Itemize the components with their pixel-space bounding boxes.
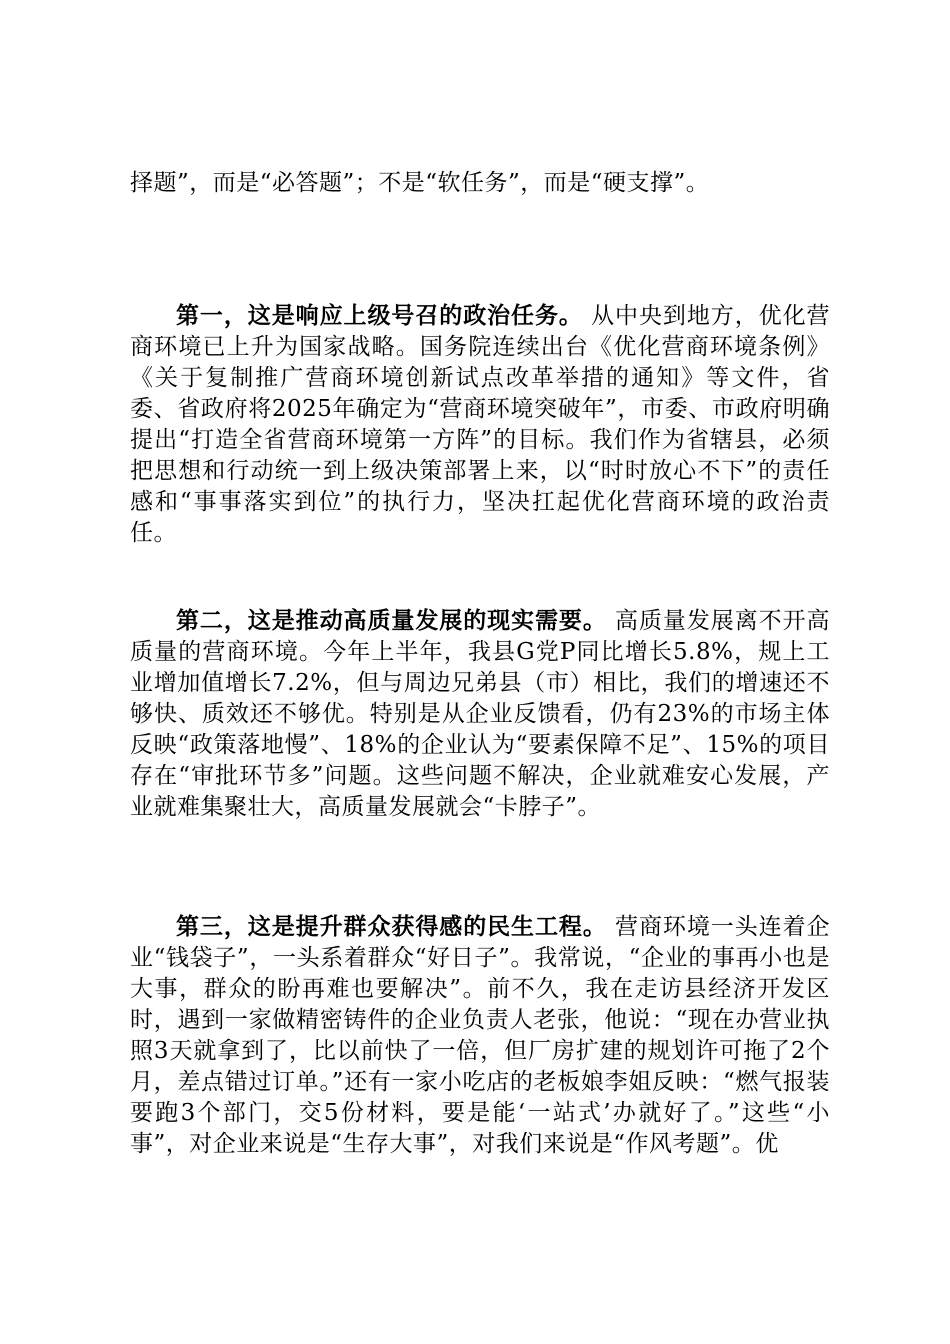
paragraph-1 [130,300,830,549]
paragraph-1-lead: 第一，这是响应上级号召的政治任务。 [176,302,583,329]
paragraph-3-body: 营商环境一头连着企业“钱袋子”，一头系着群众“好日子”。我常说，“企业的事再小也是大事，群众的盼再难也要解决”。前不久，我在走访县经济开发区时，遇到一家做精密铸件的企业负责人老张，他说：“现在办营业执照3天就拿到了，比以前快了一倍，但厂房扩建的规划许可拖了2个月，差点错过订单。”还有一家小吃店的老板娘李姐反映：“燃气报装要跑3个部门，交5份材料，要是能‘一站式’办就好了。”这些“小事”，对企业来说是“生存大事”，对我们来说是“作风考题”。优 [130,914,831,1157]
paragraph-2-lead: 第二，这是推动高质量发展的现实需要。 [176,607,607,634]
paragraph-2 [130,605,830,823]
paragraph-3-lead: 第三，这是提升群众获得感的民生工程。 [176,913,607,940]
paragraph-3 [130,911,830,1160]
paragraph-1-body: 从中央到地方，优化营商环境已上升为国家战略。国务院连续出台《优化营商环境条例》《关于复制推广营商环境创新试点改革举措的通知》等文件，省委、省政府将2025年确定为“营商环境突破年”，市委、市政府明确提出“打造全省营商环境第一方阵”的目标。我们作为省辖县，必须把思想和行动统一到上级决策部署上来，以“时时放心不下”的责任感和“事事落实到位”的执行力，坚决扛起优化营商环境的政治责任。 [130,303,830,546]
document-page [130,0,830,1344]
paragraph-2-body: 高质量发展离不开高质量的营商环境。今年上半年，我县G党P同比增长5.8%，规上工业增加值增长7.2%，但与周边兄弟县（市）相比，我们的增速还不够快、质效还不够优。特别是从企业反馈看，仍有23%的市场主体反映“政策落地慢”、18%的企业认为“要素保障不足”、15%的项目存在“审批环节多”问题。这些问题不解决，企业就难安心发展，产业就难集聚壮大，高质量发展就会“卡脖子”。 [130,608,831,820]
intro-text: 择题”，而是“必答题”；不是“软任务”，而是“硬支撑”。 [130,170,710,196]
